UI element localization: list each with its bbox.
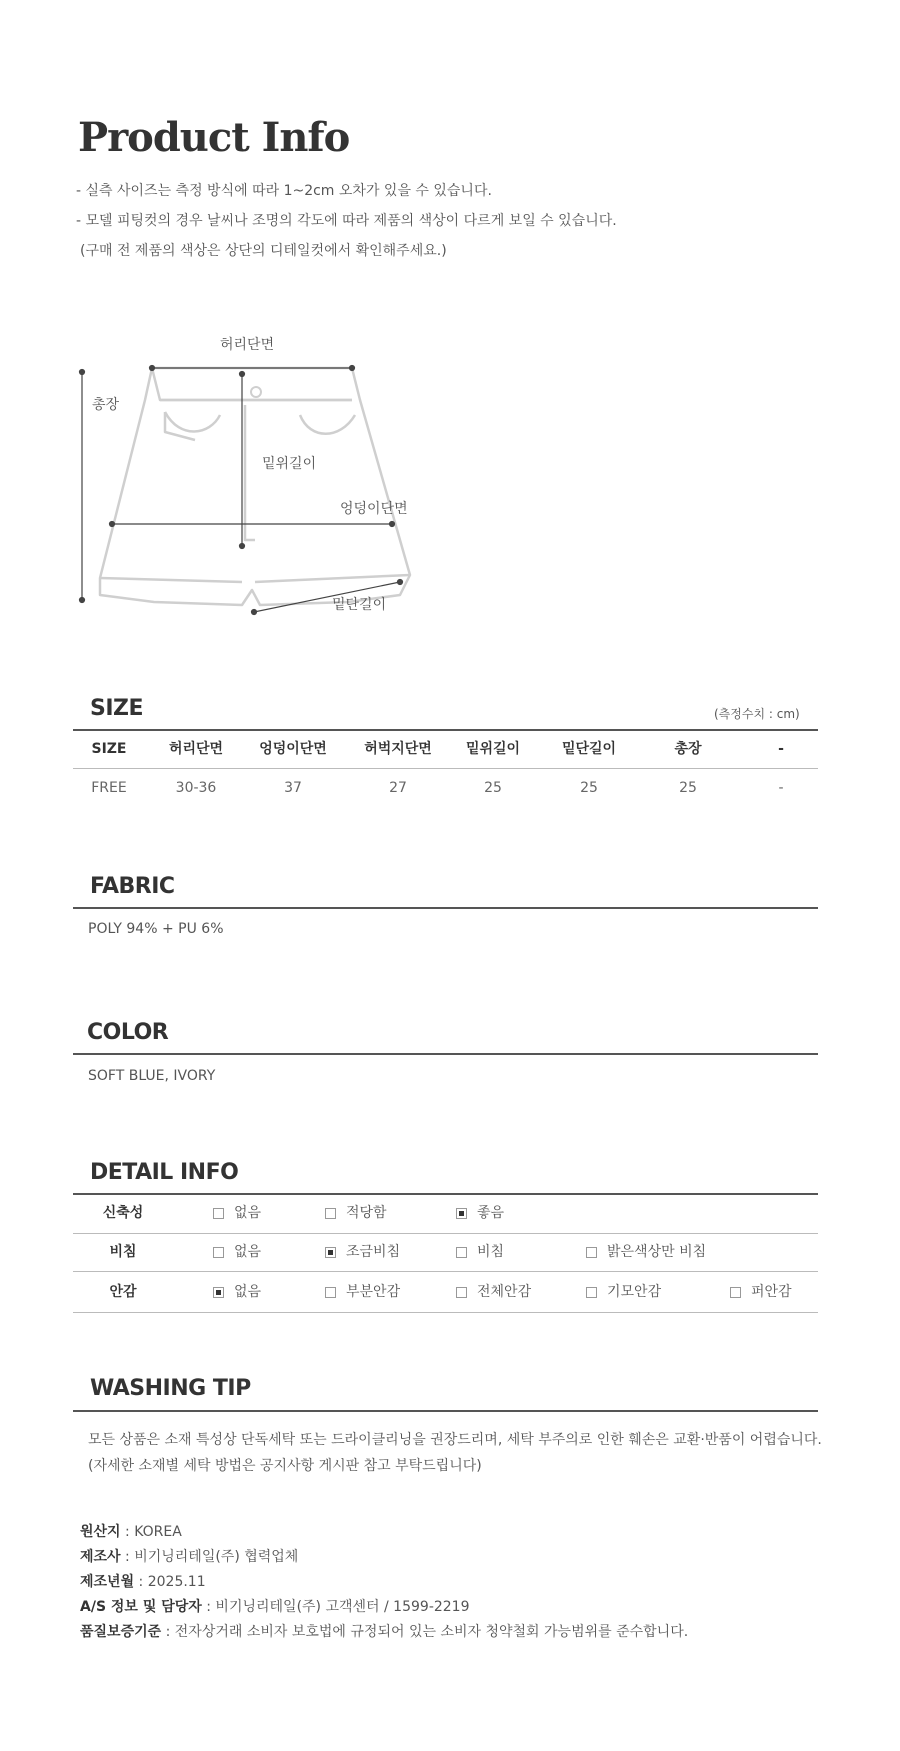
washing-line: (자세한 소재별 세탁 방법은 공지사항 게시판 참고 부탁드립니다) [88, 1458, 482, 1474]
detail-label: 안감 [109, 1284, 137, 1300]
detail-option [456, 1195, 504, 1232]
label-waist: 허리단면 [220, 337, 275, 353]
size-section-title: SIZE [90, 696, 144, 721]
label-hip: 엉덩이단면 [340, 501, 408, 517]
size-cell: 27 [389, 780, 407, 796]
detail-label: 비침 [109, 1244, 137, 1260]
size-header-cell: - [778, 741, 784, 757]
checkbox-icon [213, 1247, 224, 1258]
size-cell: 37 [284, 780, 302, 796]
option-label: 없음 [234, 1284, 262, 1300]
option-label: 퍼안감 [751, 1284, 792, 1300]
size-header-cell: 총장 [674, 741, 702, 757]
info-value: : 전자상거래 소비자 보호법에 규정되어 있는 소비자 청약철회 가능범위를 준수합니다. [161, 1624, 689, 1640]
size-cell: 25 [580, 780, 598, 796]
checkbox-icon [325, 1208, 336, 1219]
note-line: - 모델 피팅컷의 경우 날씨나 조명의 각도에 따라 제품의 색상이 다르게 보일 수 있습니다. [76, 213, 617, 229]
info-label: 원산지 [80, 1524, 121, 1540]
info-value: : 비기닝리테일(주) 고객센터 / 1599-2219 [201, 1599, 470, 1615]
checkbox-icon [213, 1208, 224, 1219]
fabric-section-title: FABRIC [90, 874, 175, 899]
size-unit-note: (측정수치 : cm) [714, 707, 800, 721]
page-title: Product Info [78, 114, 350, 161]
option-label: 밝은색상만 비침 [607, 1244, 707, 1260]
checkbox-icon [586, 1247, 597, 1258]
color-value: SOFT BLUE, IVORY [88, 1068, 216, 1084]
washing-divider [73, 1410, 818, 1412]
label-total-length: 총장 [92, 397, 120, 413]
info-origin [80, 1520, 688, 1545]
product-notes [76, 176, 617, 266]
info-label: 제조사 [80, 1549, 121, 1565]
checkbox-icon [325, 1287, 336, 1298]
option-label: 전체안감 [477, 1284, 532, 1300]
fabric-value: POLY 94% + PU 6% [88, 921, 224, 937]
checkbox-icon [730, 1287, 741, 1298]
label-rise: 밑위길이 [262, 456, 317, 472]
size-cell: 25 [484, 780, 502, 796]
info-value: : 2025.11 [134, 1574, 206, 1590]
size-header-row [73, 730, 818, 768]
size-cell: 25 [679, 780, 697, 796]
size-cell: FREE [91, 780, 127, 796]
size-cell: 30-36 [175, 780, 217, 796]
size-header-cell: 허리단면 [168, 741, 224, 757]
checkbox-icon [456, 1287, 467, 1298]
detail-option [325, 1195, 387, 1232]
product-info-list [80, 1520, 688, 1645]
info-label: 품질보증기준 [80, 1624, 162, 1640]
detail-option [213, 1274, 261, 1311]
size-header-cell: 밑단길이 [561, 741, 617, 757]
detail-option [730, 1274, 792, 1311]
info-label: A/S 정보 및 담당자 [80, 1599, 202, 1615]
detail-option [456, 1274, 531, 1311]
detail-option [586, 1274, 661, 1311]
checkbox-checked-icon [456, 1208, 467, 1219]
info-manufacturer [80, 1545, 688, 1570]
option-label: 좋음 [477, 1205, 505, 1221]
fabric-divider [73, 907, 818, 909]
option-label: 없음 [234, 1244, 262, 1260]
info-value: : KOREA [120, 1524, 182, 1540]
checkbox-icon [586, 1287, 597, 1298]
washing-section-title: WASHING TIP [90, 1376, 251, 1401]
detail-label: 신축성 [102, 1205, 144, 1221]
detail-option [325, 1234, 400, 1271]
color-divider [73, 1053, 818, 1055]
info-label: 제조년월 [80, 1574, 135, 1590]
info-value: : 비기닝리테일(주) 협력업체 [120, 1549, 299, 1565]
option-label: 적당함 [346, 1205, 387, 1221]
option-label: 비침 [477, 1244, 505, 1260]
detail-option [213, 1195, 261, 1232]
option-label: 부분안감 [346, 1284, 401, 1300]
note-line: - 실측 사이즈는 측정 방식에 따라 1~2cm 오차가 있을 수 있습니다. [76, 183, 492, 199]
detail-row-stretch [73, 1195, 818, 1232]
label-hem: 밑단길이 [332, 597, 387, 613]
color-section-title: COLOR [87, 1020, 169, 1045]
checkbox-checked-icon [325, 1247, 336, 1258]
size-table [73, 730, 818, 807]
detail-option [213, 1234, 261, 1271]
info-as [80, 1595, 688, 1620]
size-header-cell: 엉덩이단면 [259, 741, 327, 757]
washing-text [88, 1427, 822, 1479]
note-line: (구매 전 제품의 색상은 상단의 디테일컷에서 확인해주세요.) [80, 243, 447, 259]
size-header-cell: SIZE [91, 741, 127, 757]
checkbox-icon [456, 1247, 467, 1258]
table-row [73, 769, 818, 807]
size-cell: - [778, 780, 784, 796]
detail-option [586, 1234, 706, 1271]
size-header-cell: 허벅지단면 [364, 741, 432, 757]
info-warranty [80, 1620, 688, 1645]
detail-row-lining [73, 1274, 818, 1311]
option-label: 기모안감 [607, 1284, 662, 1300]
detail-section-title: DETAIL INFO [90, 1160, 239, 1185]
checkbox-checked-icon [213, 1287, 224, 1298]
detail-option [325, 1274, 400, 1311]
option-label: 조금비침 [346, 1244, 401, 1260]
info-date [80, 1570, 688, 1595]
detail-row-sheer [73, 1234, 818, 1271]
size-header-cell: 밑위길이 [465, 741, 521, 757]
detail-option [456, 1234, 504, 1271]
washing-line: 모든 상품은 소재 특성상 단독세탁 또는 드라이클리닝을 권장드리며, 세탁 부주의로 인한 훼손은 교환·반품이 어렵습니다. [88, 1432, 822, 1448]
size-diagram [70, 320, 430, 620]
option-label: 없음 [234, 1205, 262, 1221]
detail-row-divider [73, 1271, 818, 1272]
shorts-diagram-image [70, 320, 430, 620]
detail-bottom-divider [73, 1312, 818, 1313]
